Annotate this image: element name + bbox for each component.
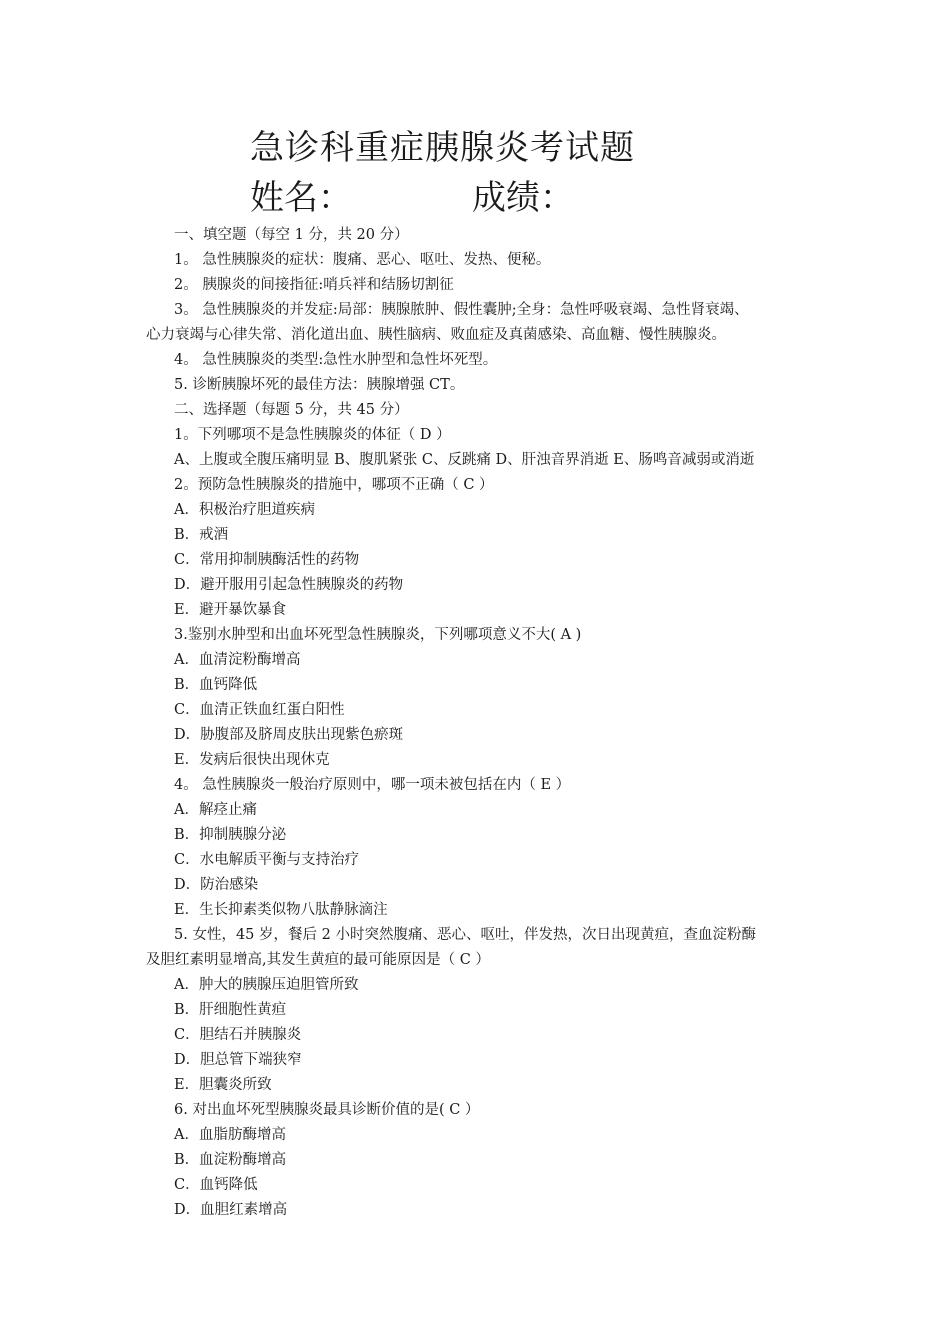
document-body	[146, 223, 816, 1223]
text-line: A．解痉止痛	[174, 802, 257, 818]
text-line: 2。 胰腺炎的间接指征:哨兵袢和结肠切割征	[174, 277, 454, 293]
text-line: A．血脂肪酶增高	[174, 1127, 286, 1143]
text-line: 5. 诊断胰腺坏死的最佳方法：胰腺增强 CT。	[174, 377, 465, 393]
text-line: B．血钙降低	[174, 677, 258, 693]
text-line: 及胆红素明显增高,其发生黄疸的最可能原因是（ C ）	[146, 952, 490, 968]
text-line: D．防治感染	[174, 877, 259, 893]
text-line: 3。 急性胰腺炎的并发症:局部：胰腺脓肿、假性囊肿;全身：急性呼吸衰竭、急性肾衰竭、	[174, 302, 749, 318]
text-line: 1。 急性胰腺炎的症状：腹痛、恶心、呕吐、发热、便秘。	[174, 252, 551, 268]
text-line: 6. 对出血坏死型胰腺炎最具诊断价值的是( C ）	[174, 1102, 480, 1118]
text-line: 4。 急性胰腺炎的类型:急性水肿型和急性坏死型。	[174, 352, 498, 368]
text-line: D．避开服用引起急性胰腺炎的药物	[174, 577, 404, 593]
text-line: 1。下列哪项不是急性胰腺炎的体征（ D ）	[174, 427, 451, 443]
text-line: B．戒酒	[174, 527, 229, 543]
text-line: 2。预防急性胰腺炎的措施中，哪项不正确（ C ）	[174, 477, 494, 493]
text-line: 一、填空题（每空 1 分，共 20 分）	[174, 227, 409, 243]
score-label: 成绩：	[472, 178, 574, 218]
text-line: A．积极治疗胆道疾病	[174, 502, 315, 518]
text-line: C．血清正铁血红蛋白阳性	[174, 702, 345, 718]
text-line: C．胆结石并胰腺炎	[174, 1027, 302, 1043]
text-line: C．水电解质平衡与支持治疗	[174, 852, 360, 868]
text-line: B．血淀粉酶增高	[174, 1152, 287, 1168]
text-line: A、上腹或全腹压痛明显 B、腹肌紧张 C、反跳痛 D、肝浊音界消逝 E、肠鸣音减弱或消逝	[174, 452, 755, 468]
text-line: E．发病后很快出现休克	[174, 752, 330, 768]
name-label: 姓名：	[250, 178, 352, 218]
text-line: E．避开暴饮暴食	[174, 602, 287, 618]
text-line: E．胆囊炎所致	[174, 1077, 272, 1093]
text-line: E．生长抑素类似物八肽静脉滴注	[174, 902, 388, 918]
text-line: 4。 急性胰腺炎一般治疗原则中，哪一项未被包括在内（ E ）	[174, 777, 571, 793]
text-line: D．胁腹部及脐周皮肤出现紫色瘀斑	[174, 727, 404, 743]
document-title: 急诊科重症胰腺炎考试题	[250, 128, 635, 168]
text-line: A．血清淀粉酶增高	[174, 652, 301, 668]
text-line: B．抑制胰腺分泌	[174, 827, 287, 843]
text-line: A．肿大的胰腺压迫胆管所致	[174, 977, 359, 993]
text-line: C．血钙降低	[174, 1177, 258, 1193]
text-line: 5. 女性，45 岁，餐后 2 小时突然腹痛、恶心、呕吐，伴发热，次日出现黄疸，查血淀粉酶	[174, 927, 756, 943]
text-line: B．肝细胞性黄疸	[174, 1002, 287, 1018]
text-line: C．常用抑制胰酶活性的药物	[174, 552, 360, 568]
text-line: 3.鉴别水肿型和出血坏死型急性胰腺炎，下列哪项意义不大( A )	[174, 627, 582, 643]
text-line: 二、选择题（每题 5 分，共 45 分）	[174, 402, 409, 418]
text-line: D．胆总管下端狭窄	[174, 1052, 302, 1068]
text-line: 心力衰竭与心律失常、消化道出血、胰性脑病、败血症及真菌感染、高血糖、慢性胰腺炎。	[146, 327, 726, 343]
text-line: D．血胆红素增高	[174, 1202, 288, 1218]
